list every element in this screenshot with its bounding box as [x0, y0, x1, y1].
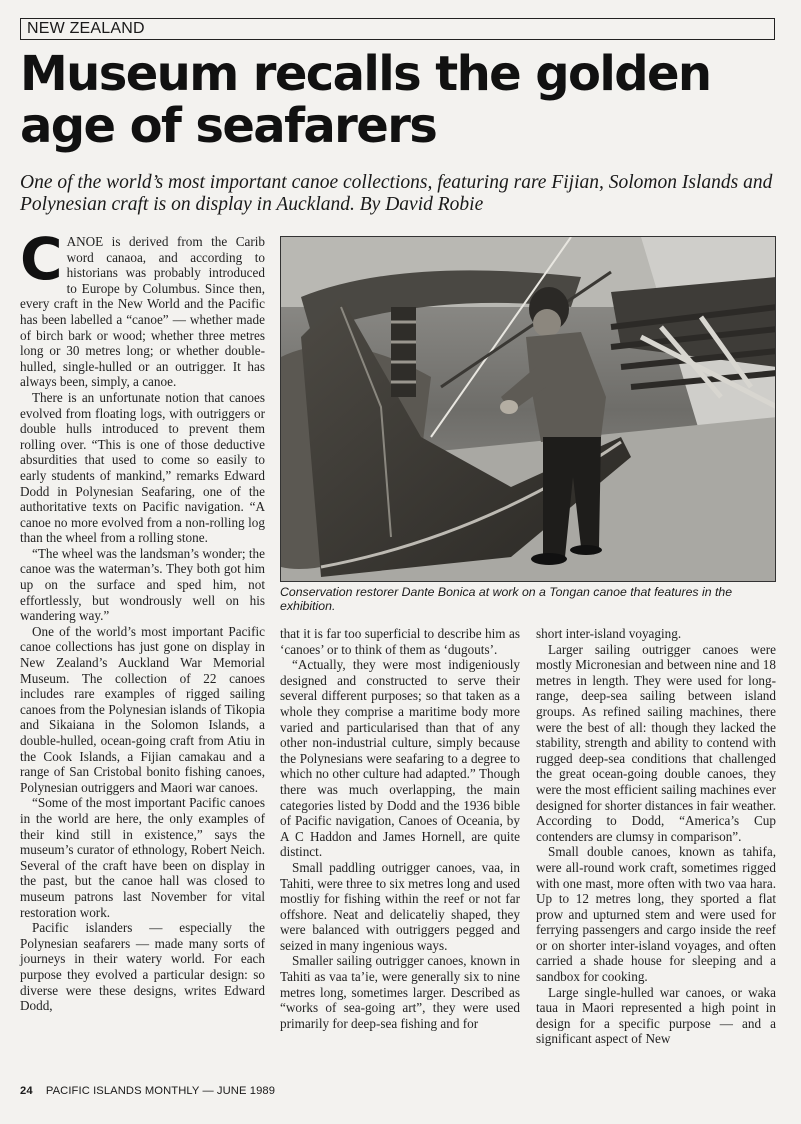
paragraph: Smaller sailing outrigger canoes, known in Tahiti as vaa ta’ie, were generally six to nine metres long, sometimes larger. Described as “works of sea-going art”, they were used primarily for deep-sea fishing and for [280, 953, 520, 1031]
paragraph: Small double canoes, known as tahifa, were all-round work craft, sometimes rigged with one mast, more often with two vaa hara. Up to 12 metres long, they sported a flat prow and upturned stem and were used for ferrying passengers and cargo inside the reef or on shorter inter-island voyages, and often carried a shade house for sleeping and a sandbox for cooking. [536, 844, 776, 985]
standfirst: One of the world’s most important canoe collections, featuring rare Fijian, Solomon Islands and Polynesian craft is on display in Auckland. By David Robie [20, 172, 773, 215]
canoe-photo [280, 236, 776, 582]
paragraph: “The wheel was the landsman’s wonder; the canoe was the waterman’s. They both got him up on the surface and sped him, not effortlessly, but wondrously well on his wandering way.” [20, 545, 265, 624]
publication-line: PACIFIC ISLANDS MONTHLY — JUNE 1989 [45, 1085, 276, 1097]
headline: Museum recalls the golden age of seafarers [20, 46, 711, 154]
section-label: NEW ZEALAND [20, 18, 775, 40]
photo-illustration [281, 237, 776, 582]
paragraph: Larger sailing outrigger canoes were mostly Micronesian and between nine and 18 metres in length. They were used for long-range, deep-sea sailing between island groups. As refined sailing machines, there were the best of all: though they lacked the stability, strength and ability to contend with rugged deep-sea conditions that challenged the great ocean-going double canoes, they were the most efficient sailing machines ever designed for shorter distances in fair weather. According to Dodd, “America’s Cup contenders are clumsy in comparison”. [536, 641, 776, 844]
paragraph: that it is far too superficial to describe him as ‘canoes’ or to think of them as ‘dugouts’. [280, 626, 520, 657]
paragraph: One of the world’s most important Pacific canoe collections has just gone on display in New Zealand’s Auckland War Memorial Museum. The collection of 22 canoes includes rare examples of rigged sailing canoes from the Polynesian islands of Tikopia and Sikaiana in the Solomon Islands, a double-hulled, ocean-going craft from Atiu in the Cook Islands, a Fijian camakau and a range of San Cristobal bonito fishing canoes, Polynesian outriggers and Maori war canoes. [20, 623, 265, 795]
drop-cap: C [20, 225, 63, 293]
paragraph: Small paddling outrigger canoes, vaa, in Tahiti, were three to six metres long and used mostliy for fishing within the reef or not far offshore. Neat and delicateliy shaped, they were balanced with outriggers pegged and seized in many ingenious ways. [280, 859, 520, 953]
photo-caption: Conservation restorer Dante Bonica at work on a Tongan canoe that features in the exhibition. [280, 585, 733, 614]
paragraph: CANOE is derived from the Carib word canaoa, and according to historians was probably introduced to Europe by Columbus. Since then, every craft in the New World and the Pacific has been labelled a “canoe” — whether made of birch bark or wood; whether three metres long or 30 metres long; or whether double-hulled, single-hulled or an outrigger. It has always been, simply, a canoe. [20, 225, 265, 390]
paragraph: There is an unfortunate notion that canoes evolved from floating logs, with outriggers or double hulls introduced to prevent them rolling over. “This is one of those deductive absurdities that used to come so easily to early students of mankind,” remarks Edward Dodd in Polynesian Seafaring, one of the authoritative texts on Pacific navigation. “A canoe no more evolved from a non-rolling log than the wheel from a rolling stone. [20, 389, 265, 546]
article-column-1 [20, 225, 265, 1014]
paragraph: short inter-island voyaging. [536, 626, 682, 641]
paragraph: “Actually, they were most indigeniously designed and constructed to serve their several different purposes; so that taken as a whole they comprise a maritime body more varied and particularised than that of any other non-industrial culture, simply because the Polynesians were seafaring to a degree to which no other culture had adapted.” Though there was much overlapping, the main categories listed by Dodd and the 1936 bible of Pacific navigation, Canoes of Oceania, by A C Haddon and James Hornell, are quite distinct. [280, 657, 520, 860]
article-column-2 [280, 626, 520, 1031]
page-footer [20, 1085, 520, 1097]
page-number: 24 [20, 1085, 33, 1097]
paragraph: Pacific islanders — especially the Polynesian seafarers — made many sorts of journeys in their watery world. For each purpose they evolved a particular design: so diverse were these designs, writes Edward Dodd, [20, 920, 265, 1014]
paragraph: Large single-hulled war canoes, or waka taua in Maori represented a high point in design for a specific purpose — and a significant aspect of New [536, 984, 776, 1047]
paragraph: “Some of the most important Pacific canoes in the world are here, the only examples of their kind still in existence,” says the museum’s curator of ethnology, Robert Neich. Several of the craft have been on display in the past, but the canoe hall was closed to museum patrons last November for vital restoration work. [20, 795, 265, 920]
article-column-3 [536, 626, 776, 1047]
